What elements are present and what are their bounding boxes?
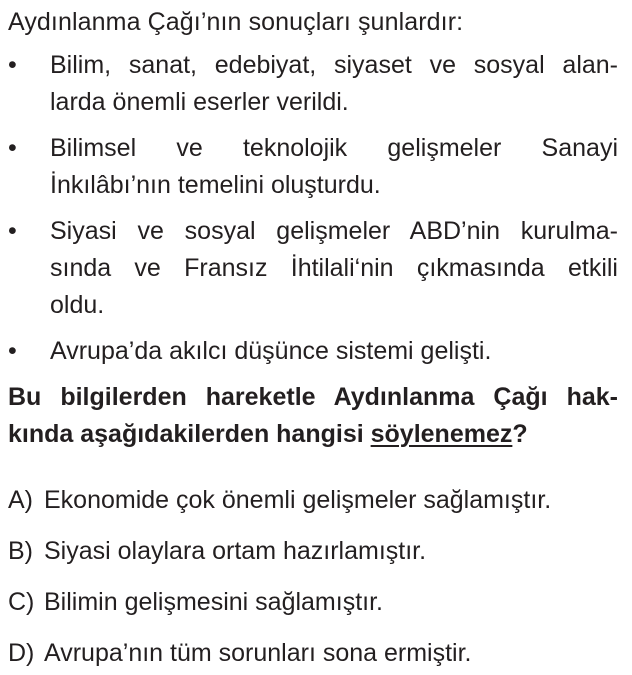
- bullet-line: Avrupa’da akılcı düşünce sistemi gelişti.: [50, 337, 492, 365]
- question-emphasis: söylenemez: [370, 420, 513, 448]
- option-letter: D): [8, 639, 35, 667]
- option-text: Ekonomide çok önemli gelişmeler sağlamıştır.: [44, 486, 552, 514]
- bullet-line: Siyasi ve sosyal gelişmeler ABD’nin kurulma-: [50, 217, 618, 245]
- option-text: Bilimin gelişmesini sağlamıştır.: [44, 588, 383, 616]
- bullet-list: [8, 47, 632, 370]
- question-mark: ?: [512, 420, 528, 448]
- bullet-line: oldu.: [50, 291, 105, 319]
- bullet-line: larda önemli eserler verildi.: [50, 88, 349, 116]
- answer-options: [8, 482, 632, 672]
- bullet-item: [8, 333, 618, 370]
- bullet-item: [8, 130, 618, 204]
- option-letter: A): [8, 486, 33, 514]
- bullet-icon: •: [8, 134, 17, 162]
- option-letter: B): [8, 537, 33, 565]
- option-c[interactable]: [8, 584, 632, 621]
- bullet-line: sında ve Fransız İhtilali‘nin çıkmasında etkili: [50, 254, 618, 282]
- intro-text: Aydınlanma Çağı’nın sonuçları şunlardır:: [8, 8, 464, 36]
- question-line: Bu bilgilerden hareketle Aydınlanma Çağı hak-: [8, 383, 618, 411]
- question-stem: [8, 379, 618, 453]
- option-b[interactable]: [8, 533, 632, 570]
- bullet-icon: •: [8, 51, 17, 79]
- question-text: kında aşağıdakilerden hangisi: [8, 420, 371, 448]
- bullet-line: Bilimsel ve teknolojik gelişmeler Sanayi: [50, 134, 618, 162]
- bullet-item: [8, 47, 618, 121]
- option-d[interactable]: [8, 635, 632, 672]
- bullet-icon: •: [8, 217, 17, 245]
- question-line: [8, 416, 618, 453]
- bullet-item: [8, 213, 618, 324]
- option-a[interactable]: [8, 482, 632, 519]
- option-text: Siyasi olaylara ortam hazırlamıştır.: [44, 537, 427, 565]
- bullet-icon: •: [8, 337, 17, 365]
- bullet-line: Bilim, sanat, edebiyat, siyaset ve sosyal alan-: [50, 51, 618, 79]
- option-letter: C): [8, 588, 35, 616]
- bullet-line: İnkılâbı’nın temelini oluşturdu.: [50, 171, 381, 199]
- option-text: Avrupa’nın tüm sorunları sona ermiştir.: [44, 639, 472, 667]
